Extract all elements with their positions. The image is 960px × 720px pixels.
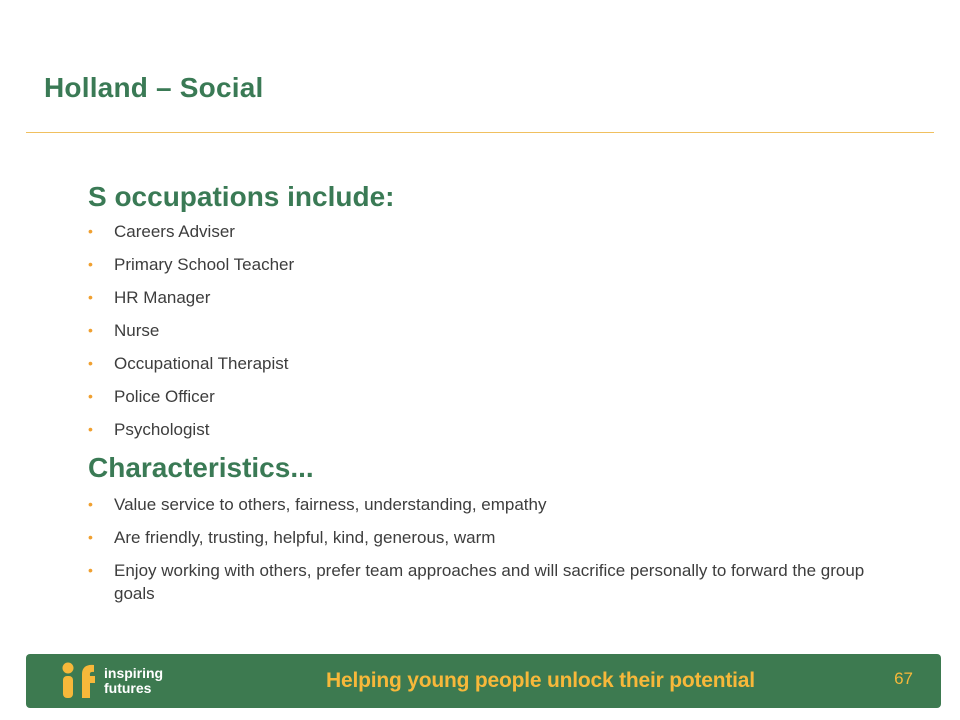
- bullet-icon: •: [88, 322, 93, 338]
- list-item-text: Psychologist: [114, 420, 210, 439]
- bullet-icon: •: [88, 256, 93, 272]
- list-item: [88, 559, 908, 605]
- occupations-list: [88, 220, 908, 441]
- footer-tagline: Helping young people unlock their potential: [326, 669, 755, 692]
- logo-line-2: futures: [104, 680, 152, 696]
- page-number: 67: [894, 669, 913, 688]
- list-item-text: Are friendly, trusting, helpful, kind, generous, warm: [114, 528, 496, 547]
- footer-bar: [26, 654, 941, 708]
- list-item-text: Value service to others, fairness, understanding, empathy: [114, 495, 547, 514]
- slide-content: [88, 180, 908, 615]
- bullet-icon: •: [88, 496, 93, 512]
- occupations-heading: S occupations include:: [88, 181, 395, 212]
- list-item-text: Careers Adviser: [114, 222, 235, 241]
- list-item-text: Primary School Teacher: [114, 255, 295, 274]
- list-item-text: HR Manager: [114, 288, 211, 307]
- list-item: [88, 493, 908, 516]
- list-item: [88, 220, 908, 243]
- bullet-icon: •: [88, 388, 93, 404]
- title-divider: [26, 132, 934, 133]
- list-item: [88, 418, 908, 441]
- list-item: [88, 286, 908, 309]
- bullet-icon: •: [88, 289, 93, 305]
- bullet-icon: •: [88, 562, 93, 578]
- characteristics-heading: Characteristics...: [88, 452, 314, 483]
- list-item-text: Enjoy working with others, prefer team approaches and will sacrifice personally to forward the group goals: [114, 561, 865, 603]
- logo-wordmark: [104, 666, 163, 696]
- characteristics-list: [88, 493, 908, 605]
- list-item: [88, 526, 908, 549]
- list-item: [88, 385, 908, 408]
- bullet-icon: •: [88, 529, 93, 545]
- list-item: [88, 352, 908, 375]
- list-item-text: Occupational Therapist: [114, 354, 289, 373]
- bullet-icon: •: [88, 355, 93, 371]
- logo-line-1: inspiring: [104, 665, 164, 681]
- list-item-text: Police Officer: [114, 387, 215, 406]
- bullet-icon: •: [88, 421, 93, 437]
- slide-title: Holland – Social: [44, 72, 264, 103]
- bullet-icon: •: [88, 223, 93, 239]
- list-item: [88, 319, 908, 342]
- logo-if-icon: [60, 660, 100, 702]
- list-item: [88, 253, 908, 276]
- inspiring-futures-logo: [60, 660, 163, 702]
- list-item-text: Nurse: [114, 321, 160, 340]
